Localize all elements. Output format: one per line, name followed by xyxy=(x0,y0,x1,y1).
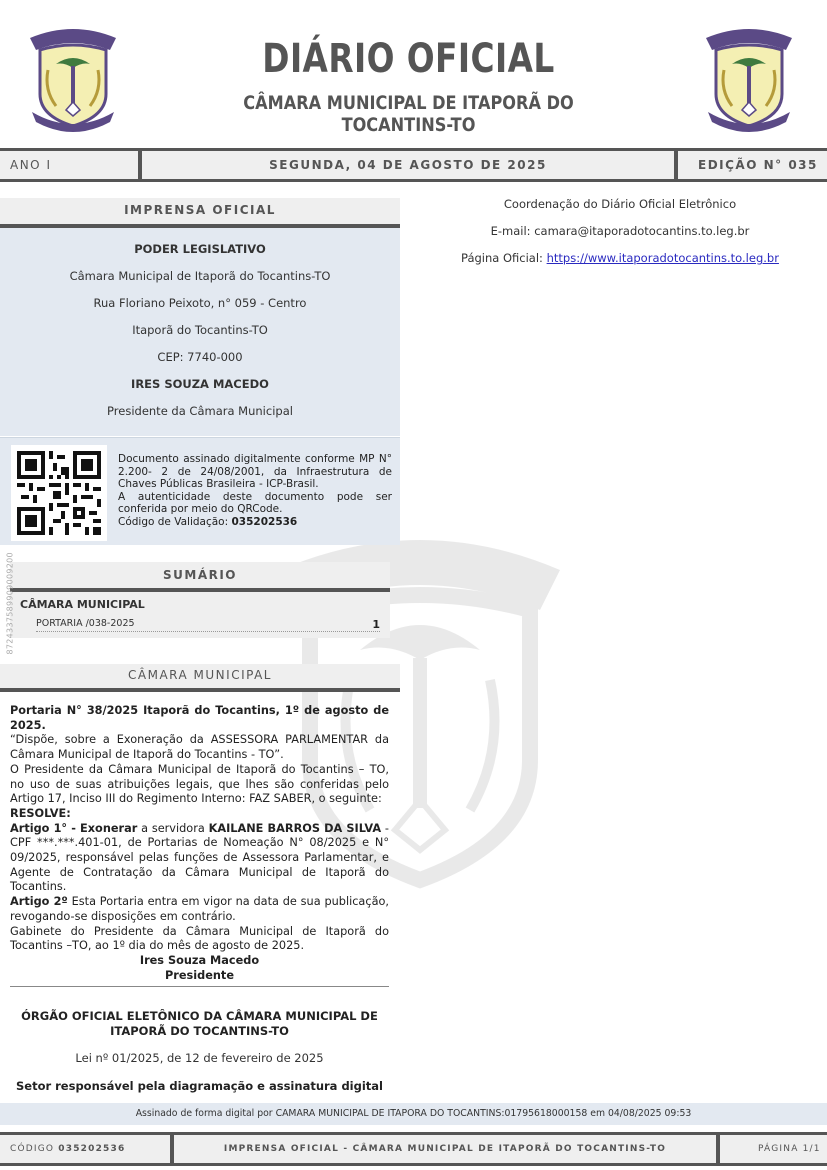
sumario-panel xyxy=(10,592,390,638)
portaria-ementa: “Dispõe, sobre a Exoneração da ASSESSORA PARLAMENTAR da Câmara Municipal de Itaporã do Tocantins - TO”. xyxy=(10,733,389,762)
edition-number: EDIÇÃO N° 035 xyxy=(698,158,818,172)
signature-mp-text: Documento assinado digitalmente conforme MP N° 2.200- 2 de 24/08/2001, da Infraestrutura de Chaves Públicas Brasileira - ICP-Brasil. xyxy=(118,453,392,491)
official-page-label: Página Oficial: xyxy=(461,251,547,265)
sumario-heading: SUMÁRIO xyxy=(10,562,390,592)
footer-code-value: 035202536 xyxy=(58,1144,126,1154)
portaria-signer-name: Ires Souza Macedo xyxy=(139,953,260,967)
artigo-1-label: Artigo 1° - Exonerar xyxy=(10,821,138,835)
footer-center-text: IMPRENSA OFICIAL - CÂMARA MUNICIPAL DE ITAPORÃ DO TOCANTINS-TO xyxy=(170,1135,720,1163)
issue-date: SEGUNDA, 04 DE AGOSTO DE 2025 xyxy=(138,151,678,179)
portaria-closing: Gabinete do Presidente da Câmara Municipal de Itaporã do Tocantins –TO, ao 1º dia do mês de agosto de 2025. xyxy=(10,924,389,953)
page-title: DIÁRIO OFICIAL xyxy=(262,36,555,82)
artigo-1-text: - CPF ***.***.401-01, de Portarias de Nomeação N° 08/2025 e N° 09/2025, responsável pelas funções de Assessora Parlamentar, e Agente de Contratação da Câmara Municipal de Itaporã do Tocantins. xyxy=(10,821,389,894)
coordenacao-label: Coordenação do Diário Oficial Eletrônico xyxy=(503,197,737,211)
footer-code xyxy=(10,1135,125,1163)
page-subtitle: CÂMARA MUNICIPAL DE ITAPORÃ DO TOCANTINS-TO xyxy=(243,92,574,136)
camara-address: Rua Floriano Peixoto, n° 059 - Centro xyxy=(93,296,307,310)
portaria-preamble: O Presidente da Câmara Municipal de Itaporã do Tocantins – TO, no uso de suas atribuições legais, que lhes são conferidas pelo Artigo 17, Inciso III do Regimento Interno: FAZ SABER, o seguinte: xyxy=(10,762,389,806)
sumario-item-link[interactable]: PORTARIA /038-2025 xyxy=(36,618,380,632)
footer-code-label: CÓDIGO xyxy=(10,1144,55,1154)
orgao-oficial-text: ÓRGÃO OFICIAL ELETÔNICO DA CÂMARA MUNICIPAL DE ITAPORÃ DO TOCANTINS-TO xyxy=(21,1009,378,1038)
artigo-1-servidora: KAILANE BARROS DA SILVA xyxy=(208,821,382,835)
contact-column xyxy=(420,197,820,278)
article-divider xyxy=(10,986,389,987)
validation-code-value: 035202536 xyxy=(231,515,298,528)
portaria-resolve: RESOLVE: xyxy=(10,806,71,820)
artigo-2-text: Esta Portaria entra em vigor na data de sua publicação, revogando-se disposições em contrário. xyxy=(10,895,389,923)
signature-notice xyxy=(118,453,392,529)
camara-name: Câmara Municipal de Itaporã do Tocantins-TO xyxy=(69,269,331,283)
camara-seal-right-logo xyxy=(702,24,796,134)
president-name: IRES SOUZA MACEDO xyxy=(131,377,269,391)
artigo-1-mid: a servidora xyxy=(137,821,209,835)
portaria-signer-role: Presidente xyxy=(165,968,234,982)
portaria-artigo-2 xyxy=(10,895,389,924)
validation-qr-code[interactable] xyxy=(11,445,107,541)
validation-code-label: Código de Validação: xyxy=(118,515,229,528)
portaria-artigo-1 xyxy=(10,822,389,896)
camara-municipal-heading: CÂMARA MUNICIPAL xyxy=(0,664,400,692)
setor-responsavel: Setor responsável pela diagramação e assinatura digital xyxy=(15,1079,383,1093)
imprensa-oficial-heading: IMPRENSA OFICIAL xyxy=(0,198,400,228)
portaria-title: Portaria N° 38/2025 Itaporã do Tocantins, 1º de agosto de 2025. xyxy=(10,704,389,732)
official-page-link[interactable]: https://www.itaporadotocantins.to.leg.br xyxy=(546,251,779,265)
footer-page-number: PÁGINA 1/1 xyxy=(758,1144,821,1154)
year-label: ANO I xyxy=(10,158,52,172)
sumario-section-title: CÂMARA MUNICIPAL xyxy=(20,598,145,611)
camara-cep: CEP: 7740-000 xyxy=(157,350,243,364)
president-role: Presidente da Câmara Municipal xyxy=(107,404,293,418)
camara-city: Itaporã do Tocantins-TO xyxy=(132,323,268,337)
digital-signature-note: Assinado de forma digital por CAMARA MUNICIPAL DE ITAPORA DO TOCANTINS:01795618000158 em 04/08/2025 09:53 xyxy=(0,1103,827,1125)
artigo-2-label: Artigo 2º xyxy=(10,895,68,909)
imprensa-oficial-panel xyxy=(0,228,400,436)
digital-signature-box xyxy=(0,437,400,545)
camara-seal-left-logo xyxy=(26,24,120,134)
signature-authenticity-text: A autenticidade deste documento pode ser conferida por meio do QRCode. xyxy=(118,490,392,516)
portaria-article xyxy=(10,704,389,983)
lei-reference: Lei nº 01/2025, de 12 de fevereiro de 2025 xyxy=(75,1051,324,1065)
info-bar xyxy=(0,148,827,182)
poder-legislativo-label: PODER LEGISLATIVO xyxy=(134,242,266,256)
sumario-item-page: 1 xyxy=(372,618,380,631)
page-footer xyxy=(0,1132,827,1166)
side-document-code: 8724337589909009200 xyxy=(5,552,15,655)
email-contact: E-mail: camara@itaporadotocantins.to.leg.br xyxy=(490,224,750,238)
official-page xyxy=(420,251,820,278)
